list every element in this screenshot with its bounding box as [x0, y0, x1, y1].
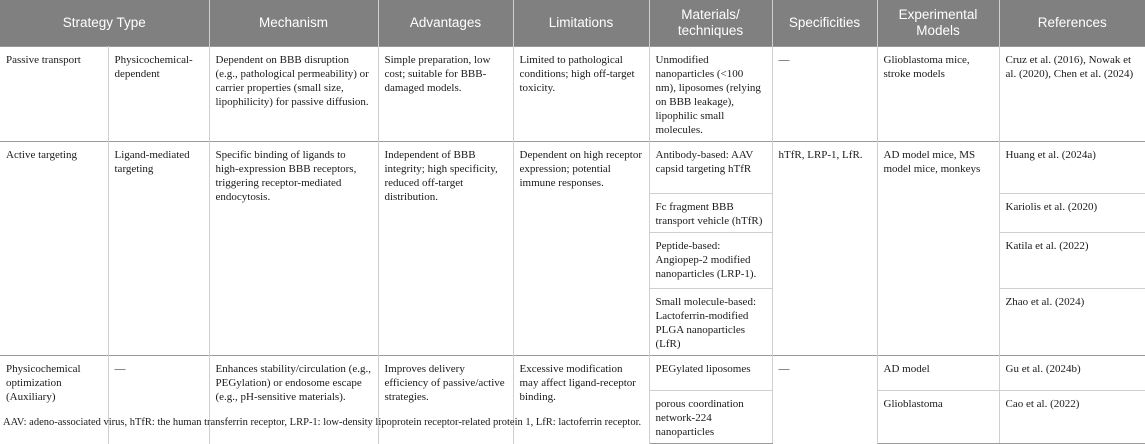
- cell-type: —: [108, 356, 209, 444]
- cell-materials: Fc fragment BBB transport vehicle (hTfR): [649, 194, 772, 233]
- cell-references: Zhao et al. (2024): [999, 289, 1145, 356]
- cell-references: Gu et al. (2024b): [999, 356, 1145, 391]
- cell-limitations: Dependent on high receptor expression; potential immune responses.: [513, 142, 649, 356]
- cell-references: Katila et al. (2022): [999, 233, 1145, 289]
- cell-materials: Peptide-based: Angiopep-2 modified nanoparticles (LRP-1).: [649, 233, 772, 289]
- cell-references: Cao et al. (2022): [999, 391, 1145, 444]
- header-materials: Materials/ techniques: [649, 0, 772, 47]
- table-footnote: AAV: adeno-associated virus, hTfR: the human transferrin receptor, LRP-1: low-density lipoprotein receptor-related protein 1, LfR: lactoferrin receptor.: [3, 417, 642, 428]
- cell-mechanism: Dependent on BBB disruption (e.g., pathological permeability) or carrier properties (small size, lipophilicity) for passive diffusion.: [209, 47, 378, 142]
- header-mechanism: Mechanism: [209, 0, 378, 47]
- table-row-passive: [0, 47, 1145, 142]
- cell-advantages: Independent of BBB integrity; high specificity, reduced off-target distribution.: [378, 142, 513, 356]
- header-advantages: Advantages: [378, 0, 513, 47]
- cell-references: Kariolis et al. (2020): [999, 194, 1145, 233]
- cell-references: Huang et al. (2024a): [999, 142, 1145, 194]
- cell-advantages: Improves delivery efficiency of passive/active strategies.: [378, 356, 513, 444]
- header-specificities: Specificities: [772, 0, 877, 47]
- cell-advantages: Simple preparation, low cost; suitable for BBB-damaged models.: [378, 47, 513, 142]
- cell-mechanism: Enhances stability/circulation (e.g., PEGylation) or endosome escape (e.g., pH-sensitive materials).: [209, 356, 378, 444]
- cell-strategy: Active targeting: [0, 142, 108, 356]
- cell-materials: Unmodified nanoparticles (<100 nm), liposomes (relying on BBB leakage), lipophilic small molecules.: [649, 47, 772, 142]
- cell-materials: PEGylated liposomes: [649, 356, 772, 391]
- cell-materials: Small molecule-based: Lactoferrin-modified PLGA nanoparticles (LfR): [649, 289, 772, 356]
- header-row: [0, 0, 1145, 47]
- cell-limitations: Excessive modification may affect ligand-receptor binding.: [513, 356, 649, 444]
- cell-strategy: Physicochemical optimization (Auxiliary): [0, 356, 108, 444]
- header-strategy-type: Strategy Type: [0, 0, 209, 47]
- cell-specificities: —: [772, 356, 877, 444]
- cell-strategy: Passive transport: [0, 47, 108, 142]
- cell-references: Cruz et al. (2016), Nowak et al. (2020), Chen et al. (2024): [999, 47, 1145, 142]
- cell-type: Physicochemical-dependent: [108, 47, 209, 142]
- cell-materials: Antibody-based: AAV capsid targeting hTfR: [649, 142, 772, 194]
- cell-specificities: —: [772, 47, 877, 142]
- cell-mechanism: Specific binding of ligands to high-expression BBB receptors, triggering receptor-mediated endocytosis.: [209, 142, 378, 356]
- cell-models: AD model mice, MS model mice, monkeys: [877, 142, 999, 356]
- cell-models: Glioblastoma mice, stroke models: [877, 47, 999, 142]
- cell-materials: porous coordination network-224 nanoparticles: [649, 391, 772, 444]
- cell-type: Ligand-mediated targeting: [108, 142, 209, 356]
- cell-models: AD model: [877, 356, 999, 391]
- header-limitations: Limitations: [513, 0, 649, 47]
- cell-specificities: hTfR, LRP-1, LfR.: [772, 142, 877, 356]
- table-row-active: [0, 142, 1145, 194]
- table-row-physicochemical: [0, 356, 1145, 391]
- cell-limitations: Limited to pathological conditions; high off-target toxicity.: [513, 47, 649, 142]
- header-experimental-models: Experimental Models: [877, 0, 999, 47]
- cell-models: Glioblastoma: [877, 391, 999, 444]
- header-references: References: [999, 0, 1145, 47]
